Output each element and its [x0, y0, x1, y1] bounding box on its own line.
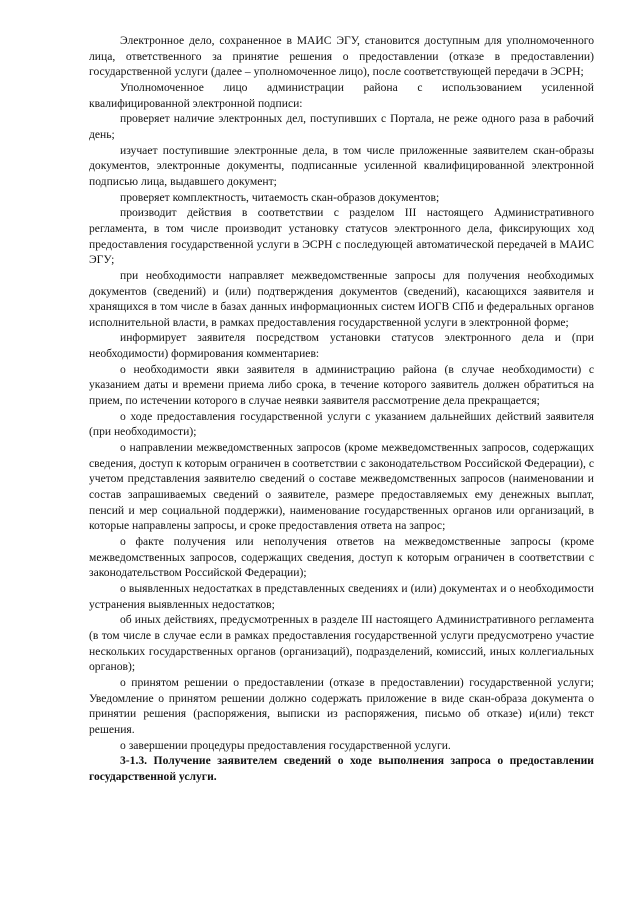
- paragraph-checks-cases: проверяет наличие электронных дел, поступивших с Портала, не реже одного раза в рабочий день;: [89, 112, 594, 141]
- paragraph-checks-completeness: проверяет комплектность, читаемость скан-образов документов;: [120, 190, 440, 204]
- paragraph-informs-applicant: информирует заявителя посредством установки статусов электронного дела и (при необходимости) формирования комментариев:: [89, 331, 594, 361]
- paragraph-deficiencies: о выявленных недостатках в представленных сведениях и (или) документах и о необходимости устранения выявленных недостатков;: [89, 581, 594, 611]
- paragraph-performs-actions: производит действия в соответствии с разделом III настоящего Административного регламента, в том числе производит установку статусов электронного дела, фиксирующих ход предоставления государственной услуги в ЭСРН с последующей автоматической передачей в МАИС ЭГУ;: [89, 206, 594, 267]
- paragraph-requests-sent: о направлении межведомственных запросов (кроме межведомственных запросов, содержащих сведения, доступ к которым ограничен в соответствии с законодательством Российской Федерации), с учетом представления заявителю сведений о составе межведомственных запросов (наименовании и состав запрашиваемых сведений о заявителе, размере предоставляемых ему денежных выплат, пенсий и мер социальной поддержки), наименование государственных органов или организаций, в которые направлены запросы, и сроке предоставления ответа на запрос;: [89, 441, 594, 533]
- paragraph-electronic-case: Электронное дело, сохраненное в МАИС ЭГУ, становится доступным для уполномоченного лица, ответственного за принятие решения о предоставлении (отказе в предоставлении) государственной услуги (далее – уполномоченное лицо), после соответствующей передачи в ЭСРН;: [89, 34, 594, 79]
- document-page: [89, 33, 594, 785]
- paragraph-attendance: о необходимости явки заявителя в администрацию района (в случае необходимости) с указанием даты и времени приема либо срока, в течение которого заявитель должен обратиться на прием, по истечении которого в случае неявки заявителя рассмотрение дела прекращается;: [89, 362, 594, 408]
- paragraph-authorized-person: Уполномоченное лицо администрации района с использованием усиленной квалифицированной электронной подписи:: [89, 80, 594, 110]
- paragraph-studies-cases: изучает поступившие электронные дела, в том числе приложенные заявителем скан-образы документов, электронные документы, подписанные усиленной квалифицированной электронной подписью лица, выдавшего документ;: [89, 143, 594, 188]
- section-heading: 3-1.3. Получение заявителем сведений о ходе выполнения запроса о предоставлении государственной услуги.: [89, 754, 594, 783]
- paragraph-responses: о факте получения или неполучения ответов на межведомственные запросы (кроме межведомственных запросов, содержащих сведения, доступ к которым ограничен в соответствии с законодательством Российской Федерации);: [89, 535, 594, 580]
- paragraph-interagency-requests: при необходимости направляет межведомственные запросы для получения необходимых документов (сведений) и (или) подтверждения документов (сведений), касающихся заявителя и хранящихся в том числе в базах данных информационных систем ИОГВ СПб и федеральных органов исполнительной власти, в рамках предоставления государственной услуги в электронной форме;: [89, 268, 594, 329]
- paragraph-decision: о принятом решении о предоставлении (отказе в предоставлении) государственной услуги; Уведомление о принятом решении должно содержать приложение в виде скан-образа документа о принятии решения (распоряжения, выписки из распоряжения, письмо об отказе) и(или) текст решения.: [89, 675, 594, 736]
- paragraph-other-actions: об иных действиях, предусмотренных в разделе III настоящего Административного регламента (в том числе в случае если в рамках предоставления государственной услуги предусмотрено участие нескольких государственных органов (организаций), подразделений, комиссий, иных коллегиальных органов);: [89, 613, 594, 674]
- paragraph-progress: о ходе предоставления государственной услуги с указанием дальнейших действий заявителя (при необходимости);: [89, 409, 594, 439]
- paragraph-completion: о завершении процедуры предоставления государственной услуги.: [120, 738, 451, 752]
